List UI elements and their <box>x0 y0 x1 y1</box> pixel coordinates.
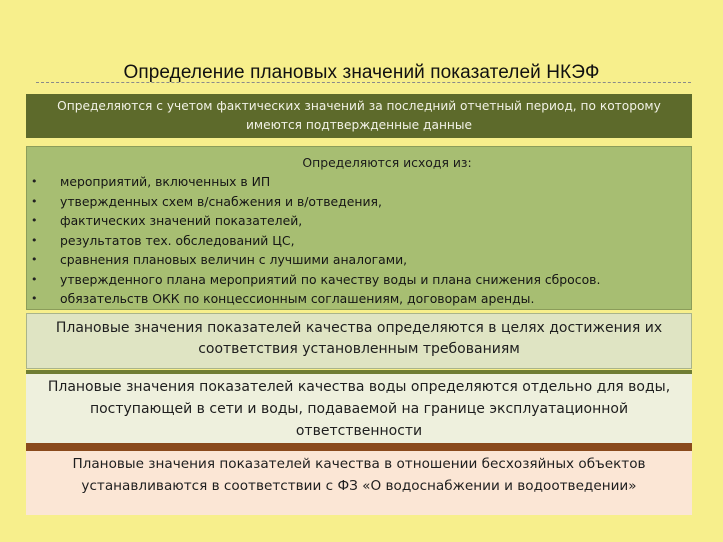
slide-title: Определение плановых значений показателей НКЭФ <box>123 62 600 83</box>
sources-list <box>27 172 600 309</box>
quality-box-line-2: соответствия установленным требованиям <box>198 341 520 357</box>
list-item-text: сравнения плановых величин с лучшими аналогами, <box>60 252 408 267</box>
sources-box <box>26 146 692 310</box>
list-item <box>27 250 600 270</box>
list-item-text: результатов тех. обследований ЦС, <box>60 232 295 248</box>
bullet-icon: • <box>31 253 38 266</box>
water-box-line-2: поступающей в сети и воды, подаваемой на границе эксплуатационной <box>89 401 629 417</box>
bullet-icon: • <box>31 233 38 247</box>
header-box-line-2: имеются подтвержденные данные <box>245 118 473 132</box>
list-item-text: фактических значений показателей, <box>60 213 303 228</box>
water-box-line-3: ответственности <box>295 423 423 439</box>
bullet-icon: • <box>31 214 38 227</box>
divider-brown <box>26 443 692 451</box>
title-underline <box>36 82 691 83</box>
list-item <box>27 289 600 309</box>
bullet-icon: • <box>31 272 38 286</box>
list-item <box>27 270 600 290</box>
list-item <box>27 211 600 231</box>
ownerless-box-line-1: Плановые значения показателей качества в отношении бесхозяйных объектов <box>72 456 646 472</box>
list-item <box>27 231 600 251</box>
header-box-line-1: Определяются с учетом фактических значений за последний отчетный период, по которому <box>57 99 661 113</box>
quality-box <box>26 313 692 369</box>
bullet-icon: • <box>31 194 38 208</box>
water-box-line-1: Плановые значения показателей качества воды определяются отдельно для воды, <box>47 379 671 395</box>
list-item-text: мероприятий, включенных в ИП <box>60 174 271 189</box>
quality-box-line-1: Плановые значения показателей качества определяются в целях достижения их <box>55 320 663 336</box>
header-box <box>26 94 692 138</box>
list-item <box>27 172 600 192</box>
list-item <box>27 192 600 212</box>
bullet-icon: • <box>31 292 38 305</box>
ownerless-box <box>26 451 692 515</box>
list-item-text: обязательств ОКК по концессионным соглашениям, договорам аренды. <box>60 291 535 306</box>
list-item-text: утвержденных схем в/снабжения и в/отведения, <box>60 193 382 209</box>
water-box <box>26 374 692 443</box>
list-item-text: утвержденного плана мероприятий по качеству воды и плана снижения сбросов. <box>60 271 601 287</box>
ownerless-box-line-2: устанавливаются в соответствии с ФЗ «О водоснабжении и водоотведении» <box>81 478 637 494</box>
sources-heading: Определяются исходя из: <box>302 155 472 170</box>
bullet-icon: • <box>31 175 38 188</box>
